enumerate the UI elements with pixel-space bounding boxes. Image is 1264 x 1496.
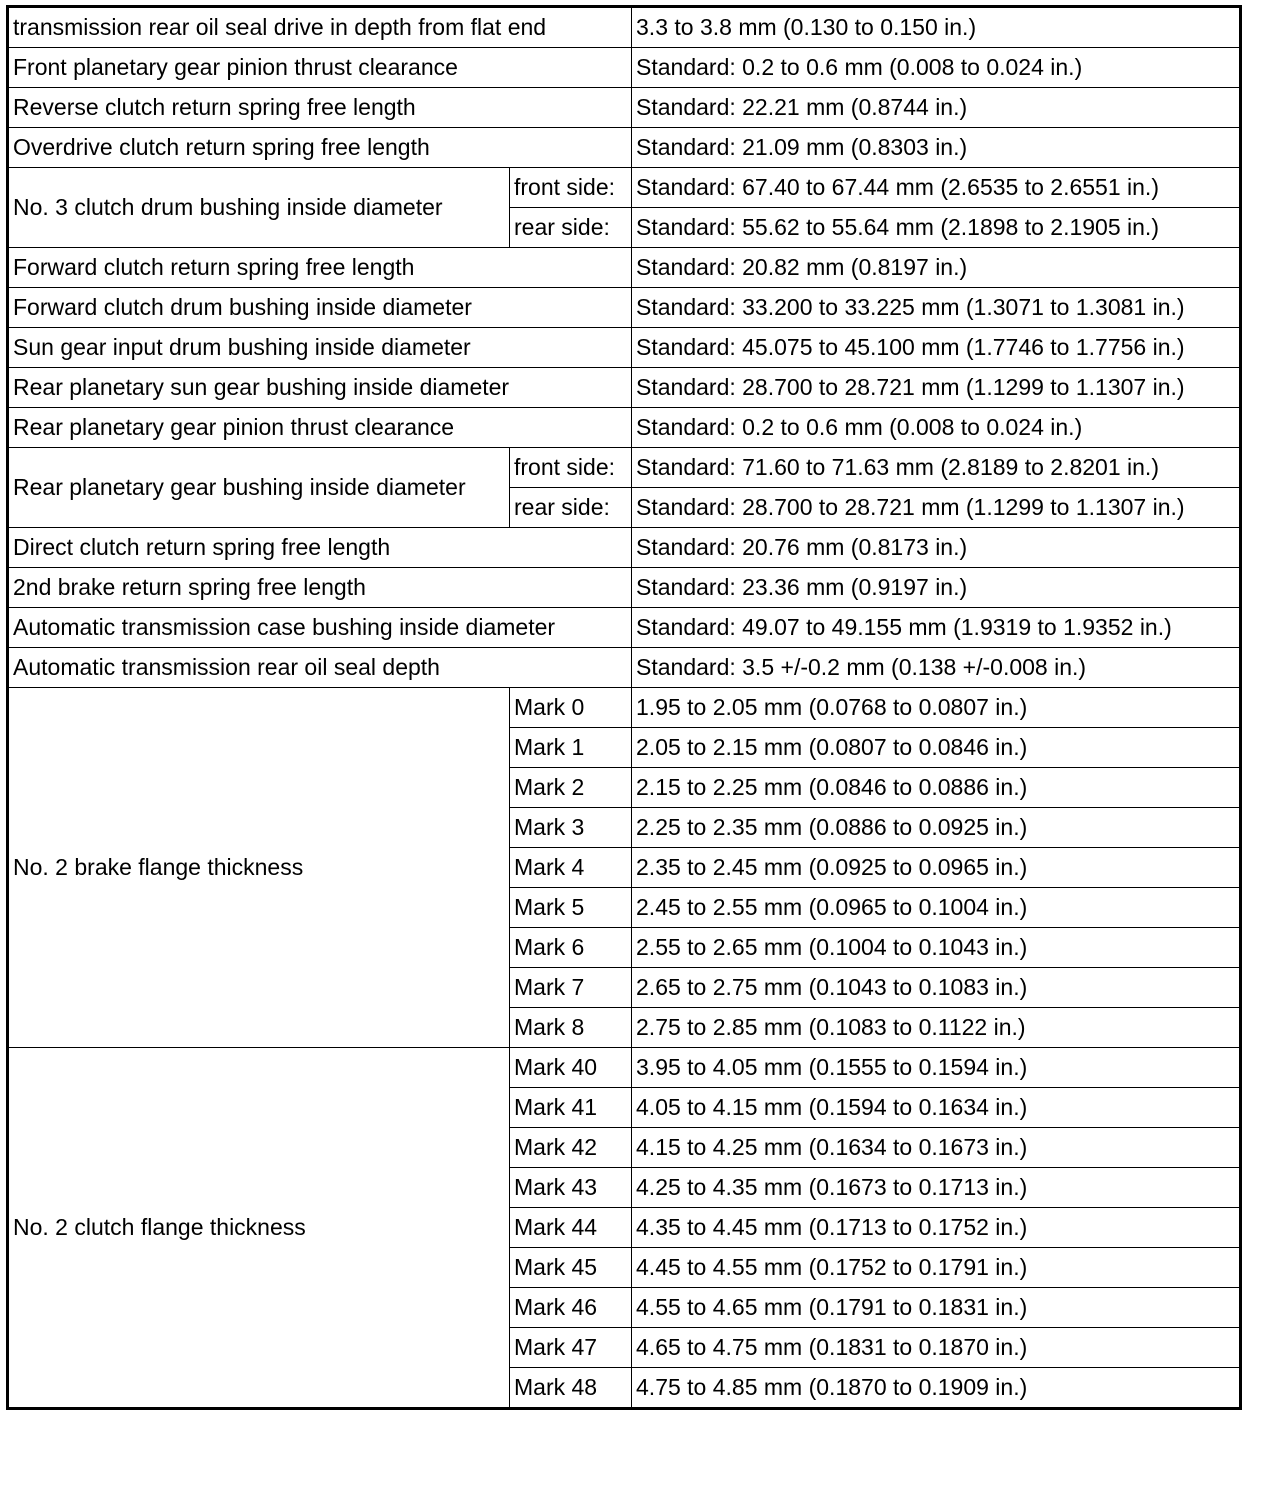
item-label: No. 3 clutch drum bushing inside diameter [8, 168, 510, 248]
mark-label: Mark 46 [510, 1288, 632, 1328]
spec-value: Standard: 49.07 to 49.155 mm (1.9319 to 1.9352 in.) [632, 608, 1241, 648]
table-row [8, 288, 1241, 328]
mark-label: Mark 43 [510, 1168, 632, 1208]
item-label: 2nd brake return spring free length [8, 568, 632, 608]
item-label: Front planetary gear pinion thrust clearance [8, 48, 632, 88]
mark-label: Mark 47 [510, 1328, 632, 1368]
item-label: Rear planetary sun gear bushing inside diameter [8, 368, 632, 408]
table-row [8, 248, 1241, 288]
table-row [8, 528, 1241, 568]
table-row [8, 448, 1241, 488]
sub-label: rear side: [510, 208, 632, 248]
table-row [8, 168, 1241, 208]
spec-value: Standard: 20.82 mm (0.8197 in.) [632, 248, 1241, 288]
spec-value: 4.45 to 4.55 mm (0.1752 to 0.1791 in.) [632, 1248, 1241, 1288]
mark-label: Mark 1 [510, 728, 632, 768]
spec-value: 2.15 to 2.25 mm (0.0846 to 0.0886 in.) [632, 768, 1241, 808]
mark-label: Mark 5 [510, 888, 632, 928]
spec-value: 3.3 to 3.8 mm (0.130 to 0.150 in.) [632, 7, 1241, 48]
spec-value: Standard: 0.2 to 0.6 mm (0.008 to 0.024 in.) [632, 48, 1241, 88]
mark-label: Mark 41 [510, 1088, 632, 1128]
spec-value: Standard: 23.36 mm (0.9197 in.) [632, 568, 1241, 608]
spec-value: Standard: 21.09 mm (0.8303 in.) [632, 128, 1241, 168]
table-row [8, 128, 1241, 168]
item-label: No. 2 clutch flange thickness [8, 1048, 510, 1409]
table-row [8, 608, 1241, 648]
sub-label: front side: [510, 448, 632, 488]
spec-value: 4.75 to 4.85 mm (0.1870 to 0.1909 in.) [632, 1368, 1241, 1409]
table-row [8, 88, 1241, 128]
table-row [8, 568, 1241, 608]
spec-value: 4.65 to 4.75 mm (0.1831 to 0.1870 in.) [632, 1328, 1241, 1368]
item-label: Automatic transmission case bushing inside diameter [8, 608, 632, 648]
spec-value: Standard: 20.76 mm (0.8173 in.) [632, 528, 1241, 568]
item-label: Rear planetary gear bushing inside diameter [8, 448, 510, 528]
item-label: Forward clutch return spring free length [8, 248, 632, 288]
spec-value: Standard: 28.700 to 28.721 mm (1.1299 to 1.1307 in.) [632, 368, 1241, 408]
mark-label: Mark 3 [510, 808, 632, 848]
spec-value: 4.55 to 4.65 mm (0.1791 to 0.1831 in.) [632, 1288, 1241, 1328]
item-label: Forward clutch drum bushing inside diameter [8, 288, 632, 328]
item-label: Automatic transmission rear oil seal depth [8, 648, 632, 688]
spec-value: 2.45 to 2.55 mm (0.0965 to 0.1004 in.) [632, 888, 1241, 928]
sub-label: front side: [510, 168, 632, 208]
spec-value: Standard: 71.60 to 71.63 mm (2.8189 to 2.8201 in.) [632, 448, 1241, 488]
spec-value: 2.75 to 2.85 mm (0.1083 to 0.1122 in.) [632, 1008, 1241, 1048]
item-label: Sun gear input drum bushing inside diameter [8, 328, 632, 368]
spec-value: Standard: 28.700 to 28.721 mm (1.1299 to 1.1307 in.) [632, 488, 1241, 528]
mark-label: Mark 2 [510, 768, 632, 808]
spec-value: 3.95 to 4.05 mm (0.1555 to 0.1594 in.) [632, 1048, 1241, 1088]
table-row [8, 48, 1241, 88]
item-label: No. 2 brake flange thickness [8, 688, 510, 1048]
table-row [8, 648, 1241, 688]
spec-value: Standard: 45.075 to 45.100 mm (1.7746 to 1.7756 in.) [632, 328, 1241, 368]
spec-value: 4.15 to 4.25 mm (0.1634 to 0.1673 in.) [632, 1128, 1241, 1168]
spec-value: Standard: 33.200 to 33.225 mm (1.3071 to 1.3081 in.) [632, 288, 1241, 328]
mark-label: Mark 4 [510, 848, 632, 888]
spec-value: 4.05 to 4.15 mm (0.1594 to 0.1634 in.) [632, 1088, 1241, 1128]
item-label: Reverse clutch return spring free length [8, 88, 632, 128]
specification-table [6, 5, 1242, 1410]
spec-value: 2.05 to 2.15 mm (0.0807 to 0.0846 in.) [632, 728, 1241, 768]
mark-label: Mark 45 [510, 1248, 632, 1288]
spec-value: 2.35 to 2.45 mm (0.0925 to 0.0965 in.) [632, 848, 1241, 888]
mark-label: Mark 7 [510, 968, 632, 1008]
table-row [8, 368, 1241, 408]
spec-value: 2.65 to 2.75 mm (0.1043 to 0.1083 in.) [632, 968, 1241, 1008]
table-row [8, 7, 1241, 48]
mark-label: Mark 48 [510, 1368, 632, 1409]
spec-value: Standard: 22.21 mm (0.8744 in.) [632, 88, 1241, 128]
table-row [8, 328, 1241, 368]
mark-label: Mark 44 [510, 1208, 632, 1248]
table-row [8, 408, 1241, 448]
spec-value: 4.25 to 4.35 mm (0.1673 to 0.1713 in.) [632, 1168, 1241, 1208]
spec-value: 2.55 to 2.65 mm (0.1004 to 0.1043 in.) [632, 928, 1241, 968]
mark-label: Mark 6 [510, 928, 632, 968]
spec-value: Standard: 3.5 +/-0.2 mm (0.138 +/-0.008 in.) [632, 648, 1241, 688]
table-row [8, 1048, 1241, 1088]
spec-value: Standard: 55.62 to 55.64 mm (2.1898 to 2.1905 in.) [632, 208, 1241, 248]
spec-value: 2.25 to 2.35 mm (0.0886 to 0.0925 in.) [632, 808, 1241, 848]
mark-label: Mark 40 [510, 1048, 632, 1088]
sub-label: rear side: [510, 488, 632, 528]
mark-label: Mark 42 [510, 1128, 632, 1168]
item-label: Overdrive clutch return spring free length [8, 128, 632, 168]
spec-value: 4.35 to 4.45 mm (0.1713 to 0.1752 in.) [632, 1208, 1241, 1248]
item-label: transmission rear oil seal drive in depth from flat end [8, 7, 632, 48]
item-label: Direct clutch return spring free length [8, 528, 632, 568]
mark-label: Mark 0 [510, 688, 632, 728]
spec-value: 1.95 to 2.05 mm (0.0768 to 0.0807 in.) [632, 688, 1241, 728]
spec-value: Standard: 67.40 to 67.44 mm (2.6535 to 2.6551 in.) [632, 168, 1241, 208]
spec-value: Standard: 0.2 to 0.6 mm (0.008 to 0.024 in.) [632, 408, 1241, 448]
mark-label: Mark 8 [510, 1008, 632, 1048]
table-row [8, 688, 1241, 728]
item-label: Rear planetary gear pinion thrust clearance [8, 408, 632, 448]
